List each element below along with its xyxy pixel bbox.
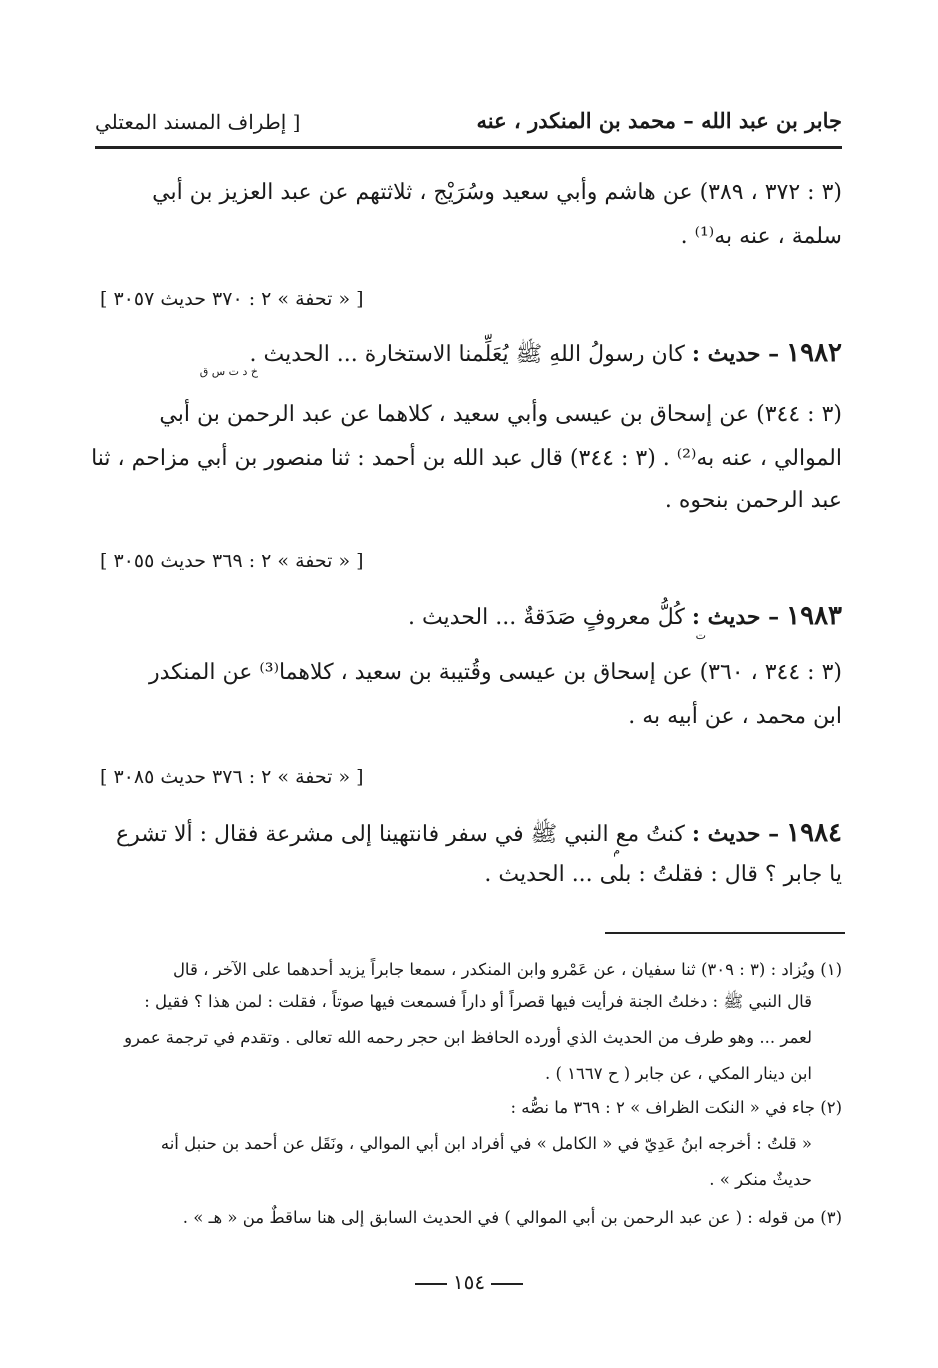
page-number-dash-left [415,1283,447,1285]
hadith-1984-sigla: م [613,844,620,857]
hadith-text: كُلُّ معروفٍ صَدَقةٌ ... الحديث . [407,605,685,630]
page-number-dash-right [491,1283,523,1285]
page-number-value: ١٥٤ [452,1270,486,1294]
hadith-keyword: – حديث : [691,341,780,367]
footnote-3-line-1: (٣) من قوله : ( عن عبد الرحمن بن أبي الموالي ) في الحديث السابق إلى هنا ساقطٌ من « هـ » . [182,1208,842,1227]
hadith-1982-sigla: خ د ت س ق [199,365,258,378]
tuhfa-reference-3: [ « تحفة » ٢ : ٣٧٦ حديث ٣٠٨٥ ] [100,766,364,788]
hadith-1982-heading [250,340,842,366]
hadith-1983-heading [408,603,842,629]
footnote-2-line-3: حديثٌ منكر » . [709,1170,812,1189]
footnote-separator [605,932,845,934]
hadith-text: كنتُ مع النبي ﷺ في سفر فانتهينا إلى مشرعة فقال : ألا تشرع [115,822,685,847]
footnote-1-line-4: ابن دينار المكي ، عن جابر ( ح ١٦٦٧ ) . [545,1064,812,1083]
hadith-number: ١٩٨٢ [786,338,842,368]
footnote-1-line-2: قال النبي ﷺ : دخلتُ الجنة فرأيت فيها قصراً أو داراً فسمعت فيها صوتاً ، فقلت : لمن هذا ؟ فقيل : [144,992,812,1011]
hadith-keyword: – حديث : [691,604,780,630]
tuhfa-reference-2: [ « تحفة » ٢ : ٣٦٩ حديث ٣٠٥٥ ] [100,550,364,572]
hadith-number: ١٩٨٣ [786,601,842,631]
hadith-text: كان رسولُ اللهِ ﷺ يُعَلِّمنا الاستخارة ... الحديث . [249,342,685,367]
footnote-2-line-2: « قلتُ : أخرجه ابنُ عَدِيّ في « الكامل » في أفراد ابن أبي الموالي ، ونَقَل عن أحمد بن حنبل أنه [160,1134,812,1153]
running-header [95,106,842,149]
footnote-1-line-1: (١) ويُزاد : (٣ : ٣٠٩) ثنا سفيان ، عن عَمْرو وابن المنكدر ، سمعا جابراً يزيد أحدهما على الآخر ، قال [172,960,842,979]
hadith-keyword: – حديث : [691,821,780,847]
footnote-1-line-3: لعمر ... وهو طرف من الحديث الذي أورده الحافظ ابن حجر رحمه الله تعالى . وتقدم في ترجمة عمرو [124,1028,812,1047]
body-line-8: يا جابر ؟ قال : فقلتُ : بلى ... الحديث . [484,862,842,887]
body-line-4: الموالي ، عنه به⁽²⁾ . (٣ : ٣٤٤) قال عبد الله بن أحمد : ثنا منصور بن أبي مزاحم ، ثنا [91,446,842,471]
page-number [0,1270,938,1294]
footnote-2-line-1: (٢) جاء في « النكت الظراف » ٢ : ٣٦٩ ما نصُّه : [510,1098,842,1117]
hadith-1983-sigla: ت [695,629,706,642]
header-chapter-title: جابر بن عبد الله – محمد بن المنكدر ، عنه [476,108,842,133]
header-book-title: [ إطراف المسند المعتلي [95,110,301,134]
body-line-7: ابن محمد ، عن أبيه به . [628,704,842,729]
hadith-number: ١٩٨٤ [786,818,842,848]
body-line-6: (٣ : ٣٤٤ ، ٣٦٠) عن إسحاق بن عيسى وقُتيبة بن سعيد ، كلاهما⁽³⁾ عن المنكدر [148,660,842,685]
tuhfa-reference-1: [ « تحفة » ٢ : ٣٧٠ حديث ٣٠٥٧ ] [100,288,364,310]
body-line-2: سلمة ، عنه به⁽¹⁾ . [680,224,842,249]
hadith-1984-heading [116,820,842,846]
body-line-5: عبد الرحمن بنحوه . [664,488,842,513]
body-line-1: (٣ : ٣٧٢ ، ٣٨٩) عن هاشم وأبي سعيد وسُرَيْج ، ثلاثتهم عن عبد العزيز بن أبي [152,180,842,205]
body-line-3: (٣ : ٣٤٤) عن إسحاق بن عيسى وأبي سعيد ، كلاهما عن عبد الرحمن بن أبي [159,402,842,427]
